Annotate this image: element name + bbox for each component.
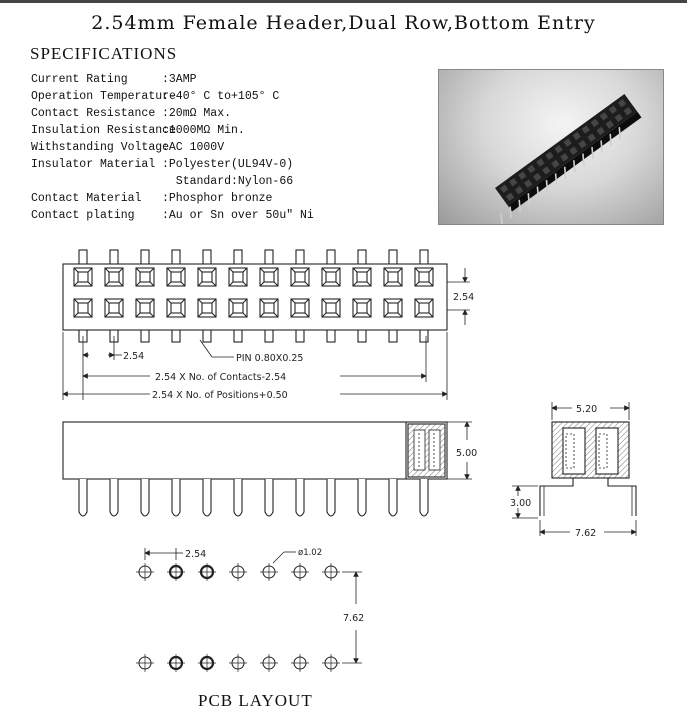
dim-height: 5.00 — [456, 448, 478, 459]
spec-value: :Phosphor bronze — [162, 192, 273, 205]
side-pin — [172, 479, 180, 516]
spec-value: :AC 1000V — [162, 141, 225, 154]
contact-opening — [326, 272, 336, 282]
top-view — [63, 250, 447, 342]
dim-pitch: 2.54 — [123, 351, 145, 362]
side-pin — [296, 479, 304, 516]
spec-label: Insulation Resistance — [31, 124, 176, 137]
spec-value: :1000MΩ Min. — [162, 124, 245, 137]
side-pin — [79, 479, 87, 516]
contact-opening — [233, 272, 243, 282]
side-view — [63, 422, 447, 516]
side-pin — [265, 479, 273, 516]
spec-value: :Au or Sn over 50u" Ni — [162, 209, 314, 222]
contact-opening — [419, 303, 429, 313]
dim-tail: 3.00 — [510, 498, 532, 509]
contact-opening — [388, 303, 398, 313]
spec-value: :20mΩ Max. — [162, 107, 232, 120]
contact-opening — [202, 303, 212, 313]
dim-positions-formula: 2.54 X No. of Positions+0.50 — [152, 390, 288, 401]
contact-opening — [202, 272, 212, 282]
spec-label: Contact Resistance — [31, 107, 156, 120]
page-title: 2.54mm Female Header,Dual Row,Bottom Entry — [91, 12, 596, 34]
contact-opening — [140, 272, 150, 282]
contact-opening — [233, 303, 243, 313]
side-pin — [234, 479, 242, 516]
specifications-heading: SPECIFICATIONS — [30, 44, 178, 63]
spec-label: Contact plating — [31, 209, 135, 222]
dim-row-spacing: 7.62 — [575, 528, 597, 539]
contact-opening — [388, 272, 398, 282]
spec-label: Contact Material — [31, 192, 142, 205]
spec-label: Insulator Material — [31, 158, 156, 171]
pcb-layout-label: PCB LAYOUT — [198, 691, 313, 710]
contact-opening — [78, 303, 88, 313]
contact-opening — [109, 272, 119, 282]
contact-opening — [357, 303, 367, 313]
side-pin — [110, 479, 118, 516]
spec-value: :3AMP — [162, 73, 197, 86]
dim-width-top: 5.20 — [576, 404, 598, 415]
end-view — [540, 422, 636, 516]
side-pin — [358, 479, 366, 516]
spec-label: Withstanding Voltage — [31, 141, 170, 154]
contact-opening — [295, 272, 305, 282]
dim-pin-size: PIN 0.80X0.25 — [236, 353, 304, 364]
dim-pcb-row-spacing: 7.62 — [343, 613, 365, 624]
dim-contacts-formula: 2.54 X No. of Contacts-2.54 — [155, 372, 287, 383]
spec-label: Current Rating — [31, 73, 128, 86]
side-pin — [420, 479, 428, 516]
spec-label: Operation Temperature — [31, 90, 176, 103]
contact-opening — [109, 303, 119, 313]
dim-pcb-pitch: 2.54 — [185, 549, 207, 560]
spec-value: :-40° C to+105° C — [162, 90, 280, 103]
spec-value: :Polyester(UL94V-0) — [162, 158, 294, 171]
contact-opening — [171, 272, 181, 282]
contact-opening — [264, 303, 274, 313]
contact-opening — [326, 303, 336, 313]
contact-opening — [78, 272, 88, 282]
contact-opening — [419, 272, 429, 282]
side-pin — [203, 479, 211, 516]
contact-opening — [295, 303, 305, 313]
contact-opening — [140, 303, 150, 313]
spec-value: Standard:Nylon-66 — [162, 175, 294, 188]
side-pin — [389, 479, 397, 516]
contact-opening — [264, 272, 274, 282]
dim-row-pitch: 2.54 — [453, 292, 475, 303]
side-pin — [327, 479, 335, 516]
contact-opening — [357, 272, 367, 282]
dim-hole: ø1.02 — [298, 548, 323, 558]
side-pin — [141, 479, 149, 516]
pcb-holes — [136, 563, 340, 672]
contact-opening — [171, 303, 181, 313]
